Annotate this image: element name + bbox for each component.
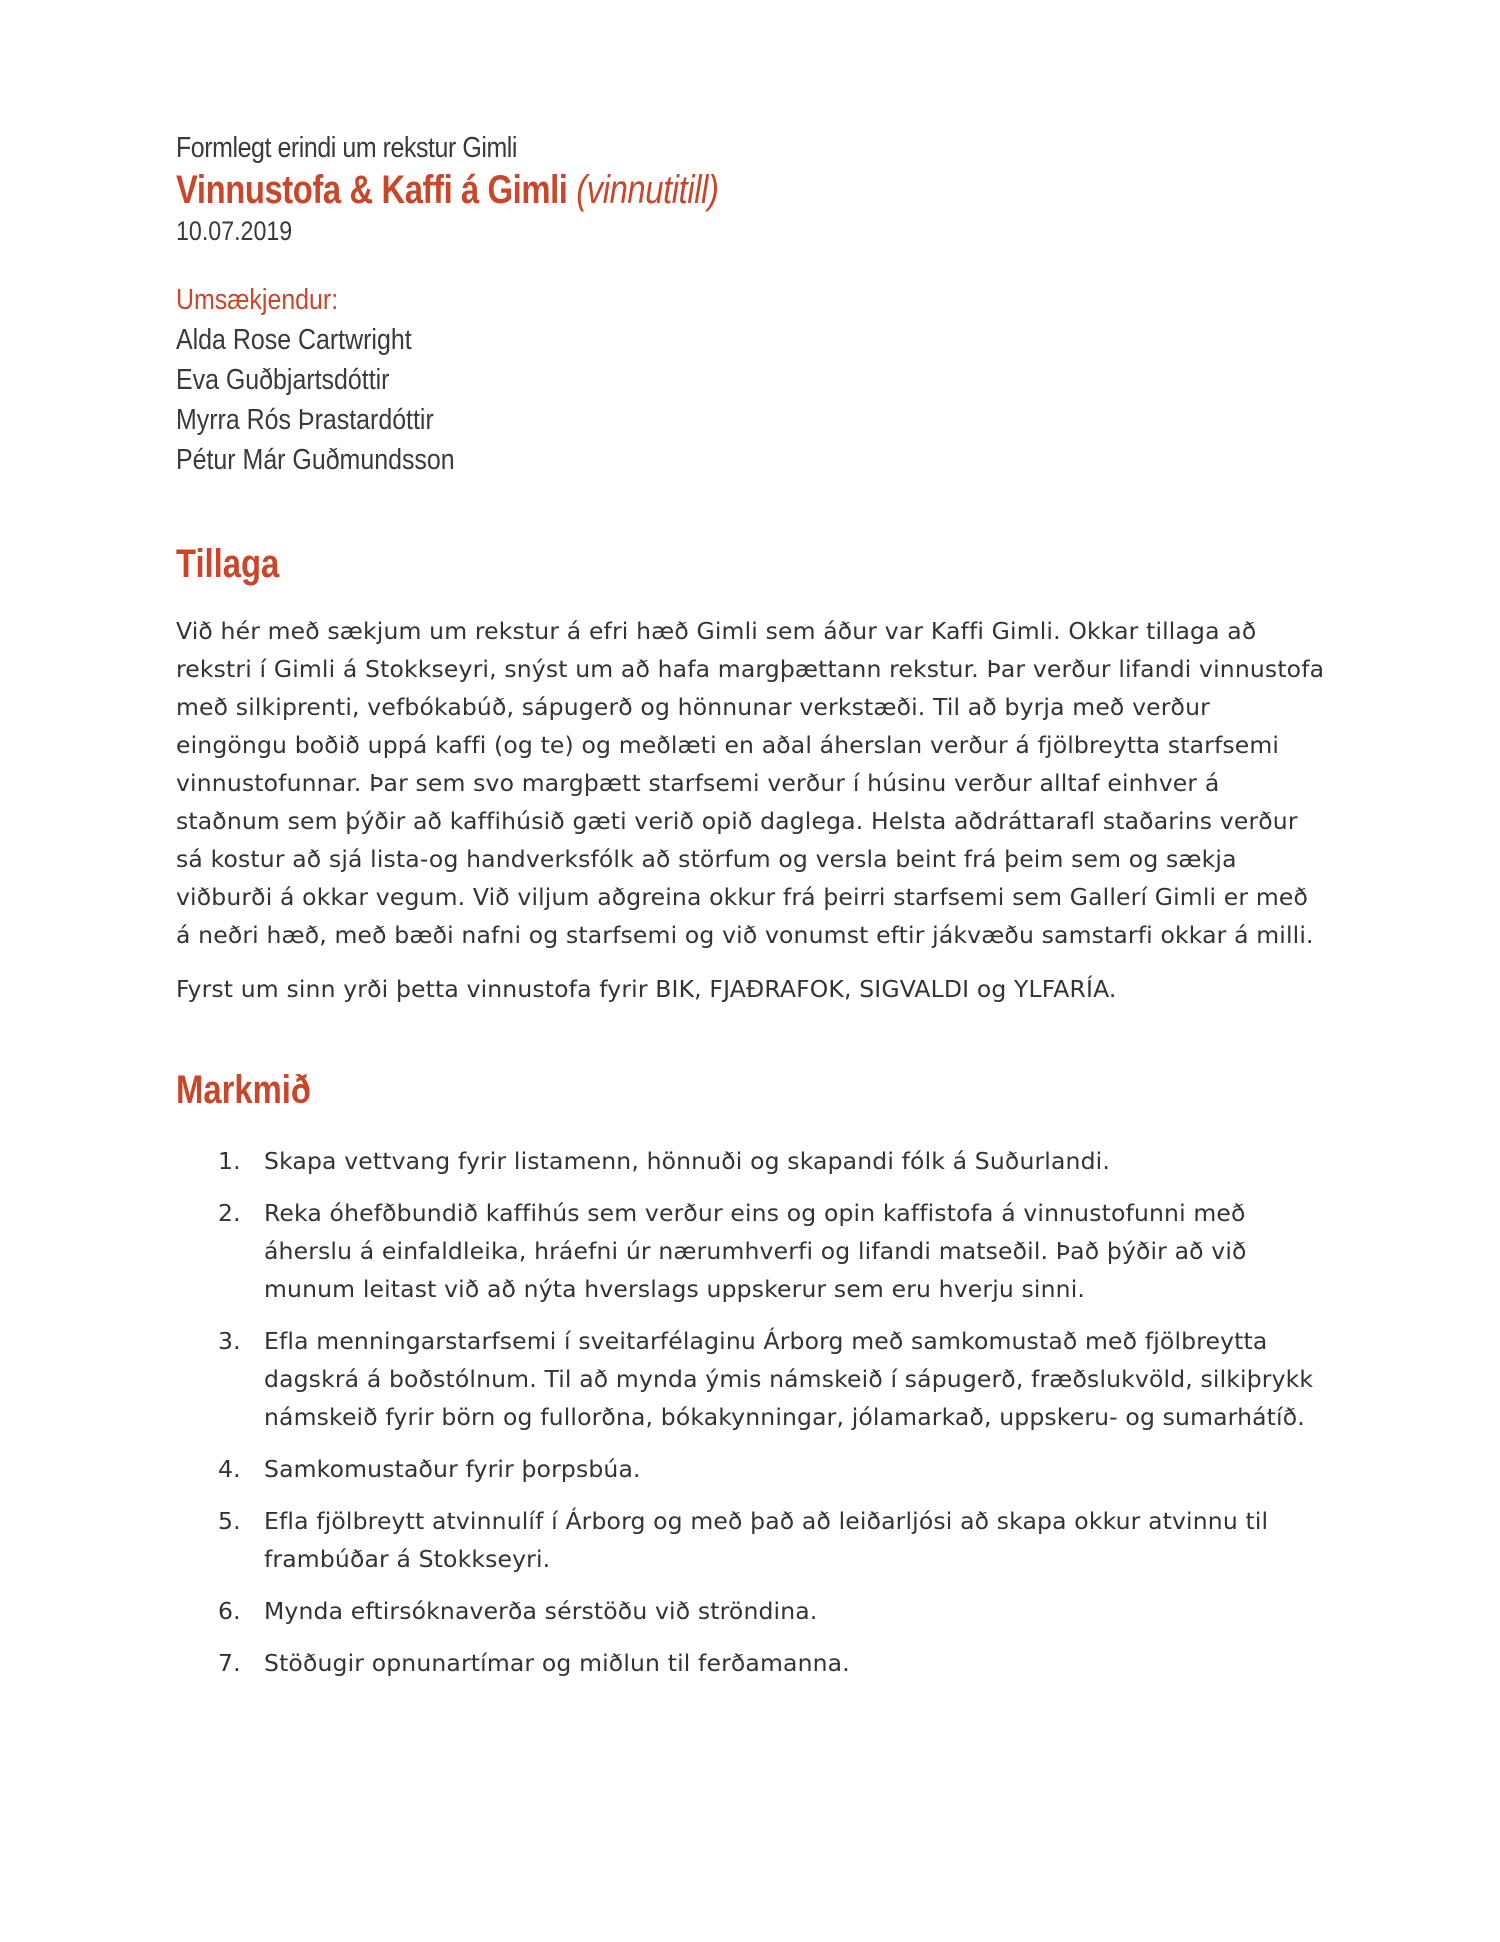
- list-item: [176, 1502, 1326, 1578]
- list-item-text: Efla fjölbreytt atvinnulíf í Árborg og með það að leiðarljósi að skapa okkur atvinnu til frambúðar á Stokkseyri.: [264, 1507, 1269, 1573]
- list-item-text: Mynda eftirsóknaverða sérstöðu við ströndina.: [264, 1597, 818, 1625]
- section-heading-markmid: Markmið: [176, 1068, 311, 1112]
- list-item: [176, 1644, 1326, 1682]
- applicant-name: Eva Guðbjartsdóttir: [176, 364, 390, 396]
- list-number: 4.: [218, 1455, 241, 1483]
- document-title: [176, 166, 1119, 214]
- list-item-text: Stöðugir opnunartímar og miðlun til ferðamanna.: [264, 1649, 850, 1677]
- applicant-name: Alda Rose Cartwright: [176, 324, 412, 356]
- list-item-text: Efla menningarstarfsemi í sveitarfélaginu Árborg með samkomustað með fjölbreytta dagskrá á boðstólnum. Til að mynda ýmis námskeið í sápugerð, fræðslukvöld, silkiþrykk námskeið fyrir börn og fullorðna, bókakynningar, jólamarkað, uppskeru- og sumarhátíð.: [264, 1327, 1314, 1431]
- section-heading-tillaga: Tillaga: [176, 542, 280, 586]
- applicants-label: Umsækjendur:: [176, 284, 339, 316]
- list-number: 6.: [218, 1597, 241, 1625]
- title-working-note: (vinnutitill): [576, 168, 719, 212]
- list-item: [176, 1194, 1326, 1308]
- document-page: [176, 130, 1326, 1696]
- proposal-paragraph: Við hér með sækjum um rekstur á efri hæð Gimli sem áður var Kaffi Gimli. Okkar tillaga að rekstri í Gimli á Stokkseyri, snýst um að hafa margþættann rekstur. Þar verður lifandi vinnustofa með silkiprenti, vefbókabúð, sápugerð og hönnunar verkstæði. Til að byrja með verður eingöngu boðið uppá kaffi (og te) og meðlæti en aðal áherslan verður á fjölbreytta starfsemi vinnustofunnar. Þar sem svo margþætt starfsemi verður í húsinu verður alltaf einhver á staðnum sem þýðir að kaffihúsið gæti verið opið daglega. Helsta aðdráttarafl staðarins verður sá kostur að sjá lista-og handverksfólk að störfum og versla beint frá þeim sem og sækja viðburði á okkar vegum. Við viljum aðgreina okkur frá þeirri starfsemi sem Gallerí Gimli er með á neðri hæð, með bæði nafni og starfsemi og við vonumst eftir jákvæðu samstarfi okkar á milli.: [176, 617, 1325, 949]
- applicant-name: Pétur Már Guðmundsson: [176, 444, 455, 476]
- list-item-text: Samkomustaður fyrir þorpsbúa.: [264, 1455, 641, 1483]
- list-item-text: Reka óhefðbundið kaffihús sem verður eins og opin kaffistofa á vinnustofunni með áherslu á einfaldleika, hráefni úr nærumhverfi og lifandi matseðil. Það þýðir að við munum leitast við að nýta hverslags uppskerur sem eru hverju sinni.: [264, 1199, 1247, 1303]
- list-item-text: Skapa vettvang fyrir listamenn, hönnuði og skapandi fólk á Suðurlandi.: [264, 1147, 1110, 1175]
- list-item: [176, 1592, 1326, 1630]
- list-number: 2.: [218, 1199, 241, 1227]
- list-number: 1.: [218, 1147, 241, 1175]
- list-item: [176, 1142, 1326, 1180]
- title-main: Vinnustofa & Kaffi á Gimli: [176, 168, 568, 212]
- list-number: 5.: [218, 1507, 241, 1535]
- document-date: 10.07.2019: [176, 216, 293, 246]
- list-item: [176, 1450, 1326, 1488]
- proposal-paragraph-workshops: Fyrst um sinn yrði þetta vinnustofa fyrir BIK, FJAÐRAFOK, SIGVALDI og YLFARÍA.: [176, 975, 1117, 1003]
- list-number: 3.: [218, 1327, 241, 1355]
- document-subtitle: Formlegt erindi um rekstur Gimli: [176, 132, 518, 164]
- applicant-name: Myrra Rós Þrastardóttir: [176, 404, 434, 436]
- list-number: 7.: [218, 1649, 241, 1677]
- goals-list: [176, 1142, 1326, 1682]
- applicants-list: [176, 320, 1326, 480]
- list-item: [176, 1322, 1326, 1436]
